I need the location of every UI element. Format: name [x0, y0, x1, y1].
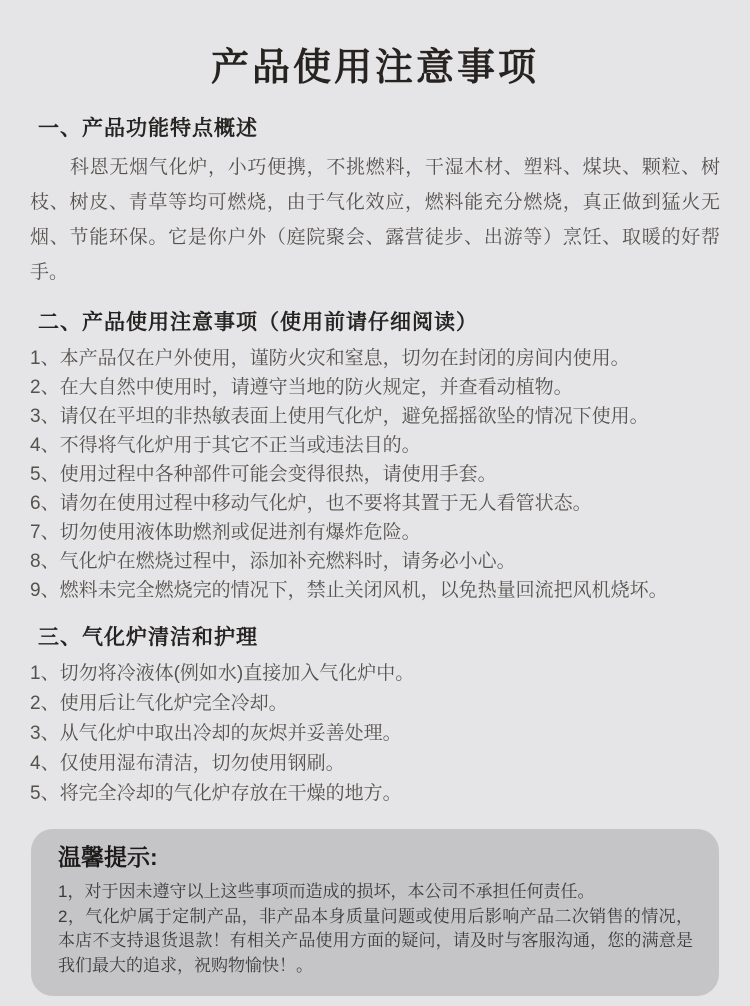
- precautions-list: [30, 344, 720, 605]
- section-heading-features: 一、产品功能特点概述: [38, 117, 258, 140]
- list-item: 6、请勿在使用过程中移动气化炉，也不要将其置于无人看管状态。: [30, 493, 592, 514]
- page-title: 产品使用注意事项: [210, 47, 539, 89]
- list-item: 9、燃料未完全燃烧完的情况下，禁止关闭风机，以免热量回流把风机烧坏。: [30, 580, 668, 601]
- list-item: 4、不得将气化炉用于其它不正当或违法目的。: [30, 435, 421, 456]
- list-item: 5、将完全冷却的气化炉存放在干燥的地方。: [30, 783, 402, 804]
- list-item: 4、仅使用湿布清洁，切勿使用钢刷。: [30, 753, 345, 774]
- section-cleaning-care: [0, 625, 750, 809]
- list-item: 3、从气化炉中取出冷却的灰烬并妥善处理。: [30, 723, 402, 744]
- cleaning-list: [30, 659, 720, 809]
- list-item: 5、使用过程中各种部件可能会变得很热，请使用手套。: [30, 464, 497, 485]
- list-item: 1、本产品仅在户外使用，谨防火灾和窒息，切勿在封闭的房间内使用。: [30, 348, 630, 369]
- section-heading-precautions: 二、产品使用注意事项（使用前请仔细阅读）: [38, 311, 478, 334]
- list-item: 2、使用后让气化炉完全冷却。: [30, 693, 288, 714]
- list-item: 1、切勿将冷液体(例如水)直接加入气化炉中。: [30, 663, 415, 684]
- list-item: 2、在大自然中使用时，请遵守当地的防火规定，并查看动植物。: [30, 377, 573, 398]
- warm-tip-item: 1，对于因未遵守以上这些事项而造成的损坏，本公司不承担任何责任。: [58, 882, 595, 901]
- section-usage-precautions: [0, 310, 750, 605]
- section-product-features: [0, 116, 750, 290]
- list-item: 8、气化炉在燃烧过程中，添加补充燃料时，请务必小心。: [30, 551, 516, 572]
- list-item: 3、请仅在平坦的非热敏表面上使用气化炉，避免摇摇欲坠的情况下使用。: [30, 406, 649, 427]
- section-heading-cleaning: 三、气化炉清洁和护理: [38, 626, 258, 649]
- warm-tips-heading: 温馨提示:: [58, 844, 158, 870]
- warm-tips-box: [31, 829, 719, 996]
- features-paragraph: 科恩无烟气化炉，小巧便携，不挑燃料，干湿木材、塑料、煤块、颗粒、树枝、树皮、青草等均可燃烧，由于气化效应，燃料能充分燃烧，真正做到猛火无烟、节能环保。它是你户外（庭院聚会、露营徒步、出游等）烹饪、取暖的好帮手。: [30, 157, 720, 283]
- warm-tip-item: 2，气化炉属于定制产品，非产品本身质量问题或使用后影响产品二次销售的情况，本店不支持退货退款！有相关产品使用方面的疑问，请及时与客服沟通，您的满意是我们最大的追求，祝购物愉快！。: [58, 906, 693, 975]
- list-item: 7、切勿使用液体助燃剂或促进剂有爆炸危险。: [30, 522, 421, 543]
